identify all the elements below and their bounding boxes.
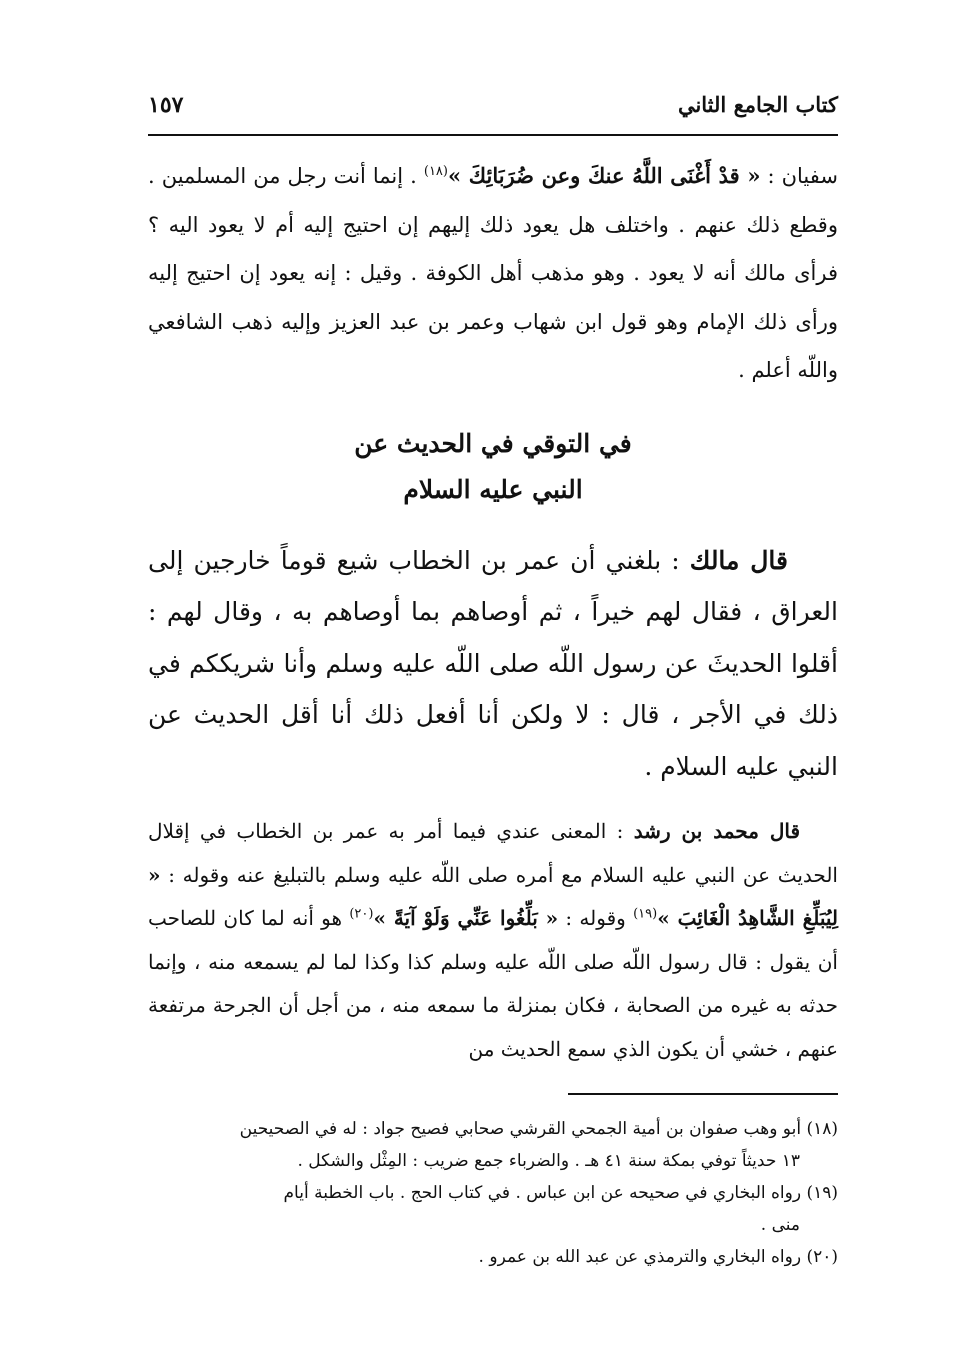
footnote-ref-19: (١٩) [633, 906, 658, 922]
footnote-20 [148, 1241, 838, 1273]
footnote-ref-20: (٢٠) [349, 906, 374, 922]
section-heading-line1: في التوقي في الحديث عن [354, 428, 632, 458]
rushd-text-start: : المعنى عندي فيما أمر به عمر بن الخطاب في إقلال الحديث عن النبي عليه السلام مع أمره صلى اللّه عليه وسلم بالتبليغ عنه وقوله : [148, 819, 838, 887]
footnote-text: رواه البخاري في صحيحه عن ابن عباس . في كتاب الحج . باب الخطبة أيام [283, 1183, 807, 1203]
malik-text: : بلغني أن عمر بن الخطاب شيع قوماً خارجين إلى العراق ، فقال لهم خيراً ، ثم أوصاهم بما أوصاهم به ، وقال لهم : أقلوا الحديثَ عن رسول اللّه صلى اللّه عليه وسلم وأنا شريككم في ذلك في الأجر ، قال : لا ولكن أنا أفعل ذلك أنا أقل الحديث عن النبي عليه السلام . [148, 545, 838, 781]
footnote-19 [148, 1177, 838, 1209]
footnote-text: رواه البخاري والترمذي عن عبد الله بن عمرو . [478, 1247, 807, 1267]
footnote-text: أبو وهب صفوان بن أمية الجمحي القرشي صحابي فصيح جواد : له في الصحيحين [239, 1119, 807, 1139]
page-number: ١٥٧ [148, 92, 184, 118]
speaker-ibn-rushd: قال محمد بن رشد [633, 819, 800, 843]
intro-text-rest: . إنما أنت رجل من المسلمين . وقطع ذلك عنهم . واختلف هل يعود ذلك إليهم إن احتيج إليه أم لا يعود اليه ؟ فرأى مالك أنه لا يعود . وهو مذهب أهل الكوفة . وقيل : إنه يعود إن احتيج إليه ورأى ذلك الإمام وهو قول ابن شهاب وعمر بن عبد العزيز وإليه ذهب الشافعي واللّه أعلم . [148, 164, 838, 382]
rushd-text-end: هو أنه لما كان للصاحب أن يقول : قال رسول اللّه صلى اللّه عليه وسلم كذا وكذا لما لم يسمعه منه ، وإنما حدثه به غيره من الصحابة ، فكان بمنزلة ما سمعه منه ، من أجل أن الجرحة مرتفعة عنهم ، خشي أن يكون الذي سمع الحديث من [148, 906, 838, 1061]
footnote-divider [568, 1093, 838, 1095]
footnote-18 [148, 1113, 838, 1145]
footnote-number: (٢٠) [806, 1247, 838, 1267]
footnote-number: (١٨) [806, 1119, 838, 1139]
book-title: كتاب الجامع الثاني [677, 92, 838, 117]
rushd-text-middle: وقوله : [558, 906, 634, 930]
speaker-malik: قال مالك [689, 545, 788, 575]
section-heading [148, 421, 838, 513]
quote-hadith-20: « بَلِّغُوا عَنِّي وَلَوْ آيَةً » [373, 906, 559, 930]
section-heading-line2: النبي عليه السلام [403, 474, 583, 504]
book-page [148, 78, 838, 1308]
rushd-paragraph [148, 810, 838, 1071]
intro-text-start: سفيان : [760, 164, 838, 188]
footnote-19-continuation: منى . [760, 1215, 800, 1235]
quote-hadith-19: « لِيُبَلِّغِ الشَّاهِدُ الْغَائِبَ » [148, 862, 839, 930]
intro-paragraph [148, 152, 838, 395]
quote-sufyan: « قدْ أَغْنَى اللَّهُ عنكَ وعن ضُرَبَائِكَ » [447, 163, 761, 188]
footnote-number: (١٩) [806, 1183, 838, 1203]
footnotes [148, 1113, 838, 1273]
running-header [148, 78, 838, 136]
footnote-18-continuation: ١٣ حديثاً توفي بمكة سنة ٤١ هـ . والضرباء جمع ضريب : المِثْل والشكل . [297, 1151, 800, 1171]
footnote-ref-18: (١٨) [423, 164, 448, 179]
malik-paragraph [148, 535, 838, 793]
